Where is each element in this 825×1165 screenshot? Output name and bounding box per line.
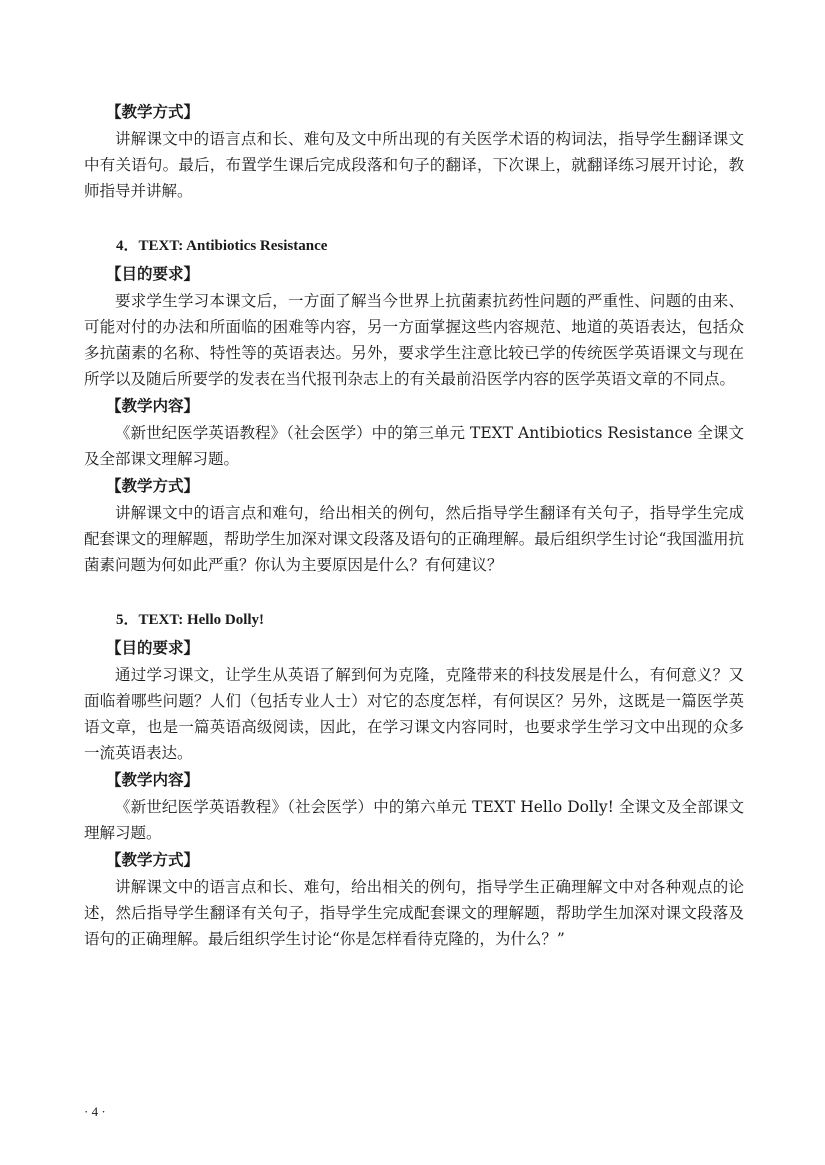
teaching-content-paragraph: 《新世纪医学英语教程》（社会医学）中的第六单元 TEXT Hello Dolly! 全课文及全部课文理解习题。 [84,798,744,842]
teaching-method-paragraph: 讲解课文中的语言点和长、难句，给出相关的例句，指导学生正确理解文中对各种观点的论述，然后指导学生翻译有关句子，指导学生完成配套课文的理解题，帮助学生加深对课文段落及语句的正确理解。最后组织学生讨论“你是怎样看待克隆的，为什么？” [84,878,744,948]
section-4-title: 4．TEXT: Antibiotics Resistance [116,238,328,254]
section-5-title: 5．TEXT: Hello Dolly! [116,612,265,628]
teaching-content-heading: 【教学内容】 [106,771,200,789]
teaching-method-heading: 【教学方式】 [106,103,200,121]
teaching-method-paragraph: 讲解课文中的语言点和难句，给出相关的例句，然后指导学生翻译有关句子，指导学生完成配套课文的理解题，帮助学生加深对课文段落及语句的正确理解。最后组织学生讨论“我国滥用抗菌素问题为何如此严重？你认为主要原因是什么？有何建议？ [84,504,744,574]
page-number: · 4 · [84,1104,106,1119]
objective-paragraph: 要求学生学习本课文后，一方面了解当今世界上抗菌素抗药性问题的严重性、问题的由来、可能对付的办法和所面临的困难等内容，另一方面掌握这些内容规范、地道的英语表达，包括众多抗菌素的名称、特性等的英语表达。另外，要求学生注意比较已学的传统医学英语课文与现在所学以及随后所要学的发表在当代报刊杂志上的有关最前沿医学内容的医学英语文章的不同点。 [84,292,744,388]
section-gap [84,578,744,606]
teaching-content-paragraph: 《新世纪医学英语教程》（社会医学）中的第三单元 TEXT Antibiotics Resistance 全课文及全部课文理解习题。 [84,424,744,468]
section-gap [84,204,744,232]
objective-paragraph: 通过学习课文，让学生从英语了解到何为克隆，克隆带来的科技发展是什么，有何意义？又面临着哪些问题？人们（包括专业人士）对它的态度怎样，有何误区？另外，这既是一篇医学英语文章，也是一篇英语高级阅读，因此，在学习课文内容同时，也要求学生学习文中出现的众多一流英语表达。 [84,666,744,762]
teaching-content-heading: 【教学内容】 [106,397,200,415]
objective-heading: 【目的要求】 [106,265,200,283]
objective-heading: 【目的要求】 [106,639,200,657]
teaching-method-paragraph: 讲解课文中的语言点和长、难句及文中所出现的有关医学术语的构词法，指导学生翻译课文中有关语句。最后，布置学生课后完成段落和句子的翻译，下次课上，就翻译练习展开讨论，教师指导并讲解。 [84,130,744,200]
teaching-method-heading: 【教学方式】 [106,477,200,495]
document-body [84,98,744,952]
teaching-method-heading: 【教学方式】 [106,851,200,869]
